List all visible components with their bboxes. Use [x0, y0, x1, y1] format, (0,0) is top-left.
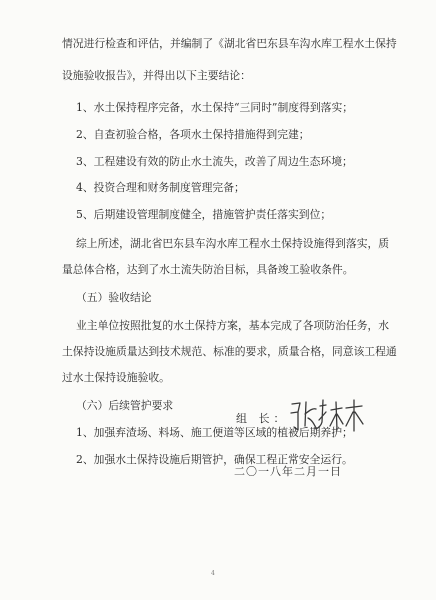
signature-label: 组 长： [236, 412, 289, 425]
text-line: 量总体合格，达到了水土流失防治目标，具备竣工验收条件。 [62, 263, 354, 276]
text-line: （五）验收结论 [76, 291, 152, 304]
text-line: 综上所述，湖北省巴东县车沟水库工程水土保持设施得到落实，质 [76, 237, 390, 250]
text-line: 3、工程建设有效的防止水土流失，改善了周边生态环境； [76, 155, 353, 168]
text-line: 2、自查初验合格，各项水土保持措施得到完建； [76, 128, 310, 141]
text-line: 土保持设施质量达到技术规范、标准的要求，质量合格，同意该工程通 [62, 345, 397, 358]
text-line: 情况进行检查和评估，并编制了《湖北省巴东县车沟水库工程水土保持 [62, 37, 397, 50]
document-date: 二〇一八年二月一日 [234, 465, 342, 478]
text-line: 5、后期建设管理制度健全，措施管护责任落实到位； [76, 208, 332, 221]
text-line: （六）后续管护要求 [76, 399, 174, 412]
page-number: 4 [211, 570, 215, 577]
text-line: 业主单位按照批复的水土保持方案，基本完成了各项防治任务，水 [76, 319, 390, 332]
text-line: 4、投资合理和财务制度管理完备； [76, 181, 245, 194]
text-line: 1、水土保持程序完备，水土保持“三同时”制度得到落实； [76, 101, 354, 114]
text-line: 过水土保持设施验收。 [62, 371, 170, 384]
text-line: 1、加强弃渣场、料场、施工便道等区域的植被后期养护； [76, 426, 353, 439]
text-line: 2、加强水土保持设施后期管护，确保工程正常安全运行。 [76, 453, 353, 466]
handwritten-signature [286, 396, 366, 436]
text-line: 设施验收报告》，并得出以下主要结论： [62, 69, 251, 82]
